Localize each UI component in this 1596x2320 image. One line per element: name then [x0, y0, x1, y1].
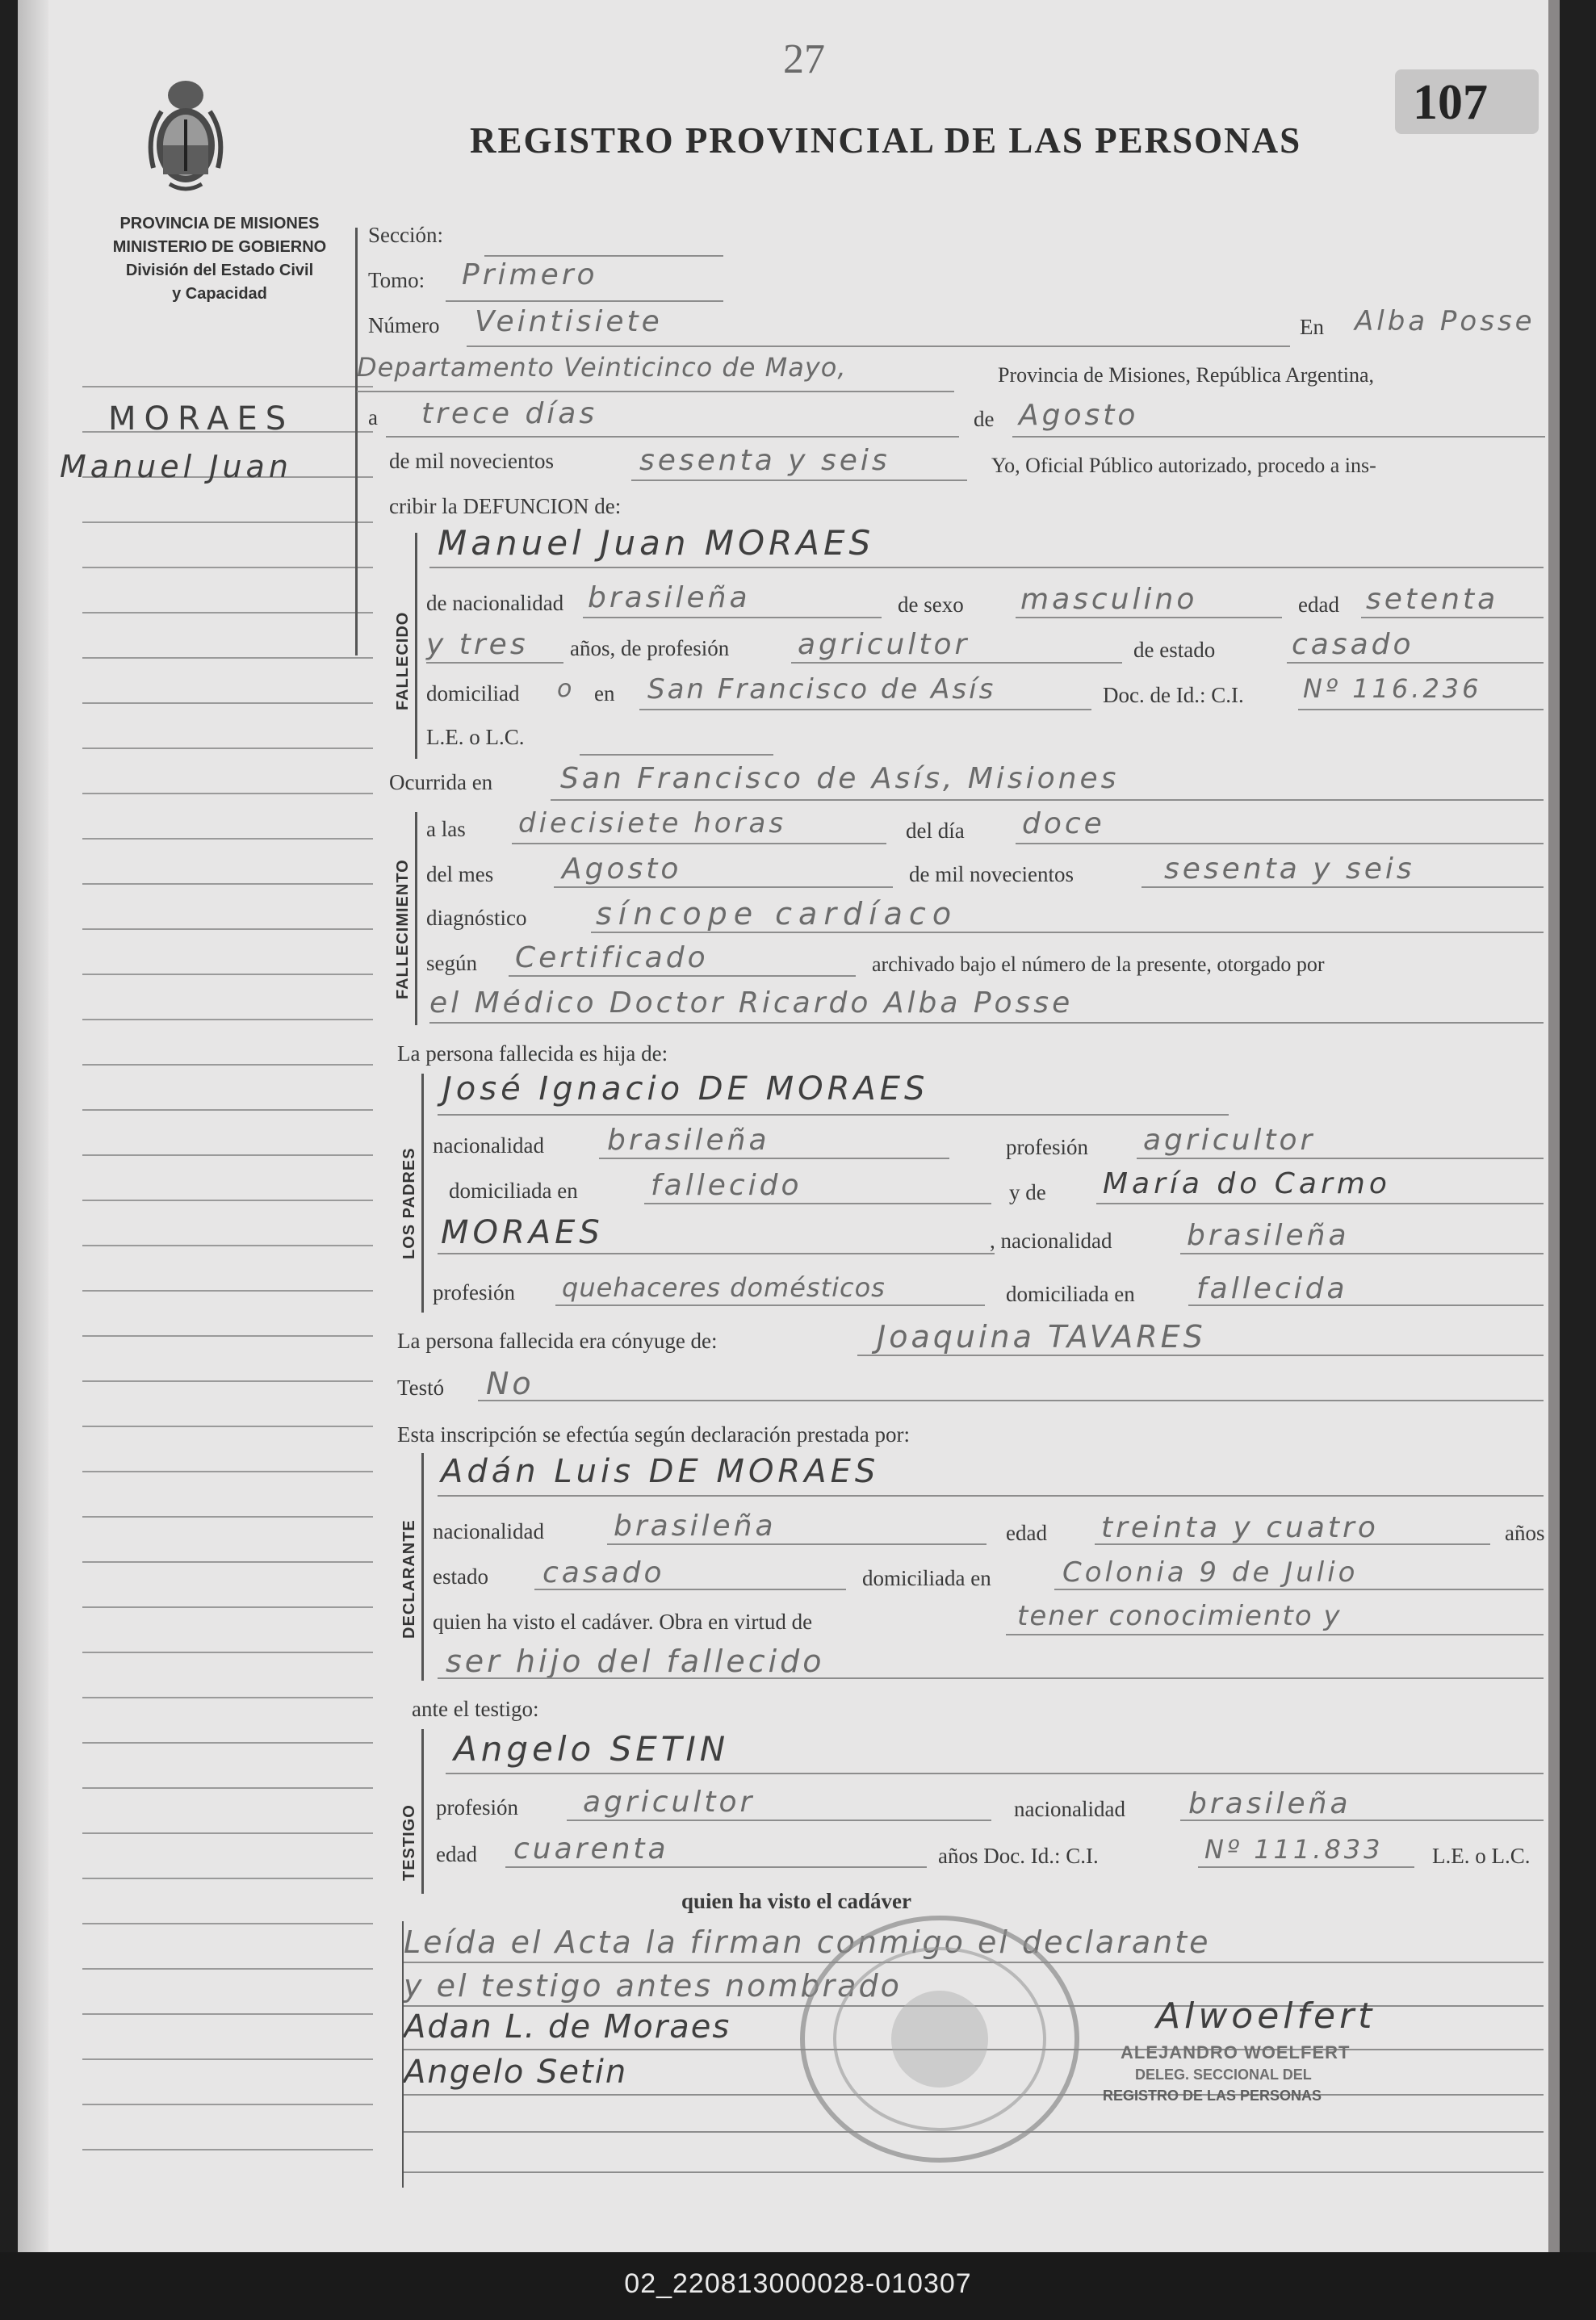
margin-ruled-line: [82, 793, 373, 794]
nacd-label: nacionalidad: [433, 1519, 544, 1543]
madre-prof-value: quehaceres domésticos: [562, 1272, 886, 1303]
edadt-label: edad: [436, 1842, 477, 1866]
register-page: [18, 0, 1560, 2252]
tomo-line: [446, 300, 723, 302]
demil2-label: de mil novecientos: [909, 862, 1074, 886]
decl-estado-line: [534, 1589, 846, 1590]
padre-nombre: José Ignacio DE MORAES: [442, 1070, 929, 1108]
conyuge-label: La persona fallecida era cónyuge de:: [397, 1329, 718, 1353]
leida2-value: y el testigo antes nombrado: [404, 1968, 902, 2004]
quient-label: quien ha visto el cadáver: [681, 1889, 912, 1913]
decl-edad-value: treinta y cuatro: [1101, 1511, 1379, 1544]
test-nac-value: brasileña: [1188, 1787, 1351, 1820]
medico-line: [429, 1022, 1544, 1024]
a-label: a: [368, 405, 378, 429]
margin-ruled-line: [82, 974, 373, 975]
declarante-value: Adán Luis DE MORAES: [441, 1453, 880, 1490]
margin-ruled-line: [82, 1109, 373, 1111]
margin-ruled-line: [82, 1426, 373, 1427]
tomo-label: Tomo:: [368, 268, 425, 292]
stamp-title-2: REGISTRO DE LAS PERSONAS: [1103, 2088, 1322, 2104]
ci-line: [1298, 709, 1544, 710]
testigo-label: TESTIGO: [400, 1804, 418, 1881]
profp-label: profesión: [1006, 1135, 1088, 1159]
decl-nac-line: [607, 1543, 987, 1545]
ocurrida-line: [551, 799, 1544, 801]
official-seal-icon: [794, 1910, 1085, 2168]
domicilio-value: San Francisco de Asís: [647, 673, 996, 706]
padre-nac-value: brasileña: [607, 1124, 770, 1157]
dia-line: [386, 436, 959, 438]
dia-value: trece días: [421, 397, 598, 430]
testo-label: Testó: [397, 1376, 445, 1400]
hora-value: diecisiete horas: [518, 807, 787, 840]
conyuge-value: Joaquina TAVARES: [877, 1319, 1206, 1355]
test-prof-line: [567, 1820, 991, 1821]
margin-ruled-line: [82, 1606, 373, 1608]
margin-ruled-line: [82, 1154, 373, 1156]
diagnostico-line: [591, 932, 1544, 933]
document-title: REGISTRO PROVINCIAL DE LAS PERSONAS: [470, 120, 1302, 161]
margin-ruled-line: [82, 657, 373, 659]
segun-label: según: [426, 951, 477, 975]
mes2-value: Agosto: [562, 852, 682, 886]
edad-line: [1361, 617, 1544, 618]
margin-ruled-line: [82, 1200, 373, 1201]
margin-ruled-line: [82, 2104, 373, 2105]
padre-nac-line: [599, 1158, 949, 1159]
nacp-label: nacionalidad: [433, 1133, 544, 1158]
division-name: División del Estado Civil: [125, 262, 314, 279]
departamento-value: Departamento Veinticinco de Mayo,: [357, 352, 847, 383]
margin-ruled-line: [82, 1697, 373, 1698]
sexo-label: de sexo: [898, 593, 964, 617]
province-name: PROVINCIA DE MISIONES: [119, 215, 320, 232]
edadd-label: edad: [1006, 1521, 1047, 1545]
anio2-value: sesenta y seis: [1164, 852, 1415, 886]
margin-ruled-line: [82, 1290, 373, 1292]
madre-value: María do Carmo: [1103, 1167, 1391, 1200]
segun-value: Certificado: [515, 941, 709, 974]
padre-prof-value: agricultor: [1143, 1124, 1316, 1157]
localidad-value: Alba Posse: [1355, 305, 1535, 337]
declarante-bracket: [421, 1453, 424, 1681]
dia2-line: [1016, 843, 1544, 844]
medico-value: el Médico Doctor Ricardo Alba Posse: [429, 986, 1074, 1020]
le-line: [580, 754, 773, 756]
let-label: L.E. o L.C.: [1432, 1844, 1531, 1868]
padre-line: [438, 1114, 1229, 1116]
madre-prof-line: [555, 1304, 985, 1306]
madre-dom-value: fallecida: [1196, 1272, 1348, 1305]
madre-nac-value: brasileña: [1187, 1219, 1350, 1252]
margin-ruled-line: [82, 883, 373, 885]
madre2-line: [438, 1253, 995, 1254]
cribir-label: cribir la DEFUNCION de:: [389, 494, 622, 518]
sexo-value: masculino: [1020, 583, 1198, 616]
domiciliado-o: o: [557, 675, 576, 703]
stamp-name: ALEJANDRO WOELFERT: [1121, 2042, 1351, 2062]
firma-testigo: Angelo Setin: [404, 2054, 628, 2091]
edad-label: edad: [1298, 593, 1339, 617]
ocurrida-value: San Francisco de Asís, Misiones: [560, 762, 1120, 795]
decl-obra-line: [1006, 1634, 1544, 1635]
nacm-label: , nacionalidad: [990, 1229, 1112, 1253]
aniosd-label: años: [1505, 1521, 1545, 1545]
edad2-value: y tres: [426, 628, 529, 661]
margin-ruled-line: [82, 1832, 373, 1834]
image-caption: 02_220813000028-010307: [624, 2268, 972, 2299]
diagnostico-label: diagnóstico: [426, 906, 527, 930]
page-number: 27: [783, 36, 825, 82]
deldia-label: del día: [906, 819, 965, 843]
testigo-value: Angelo SETIN: [454, 1729, 730, 1769]
numero-value: Veintisiete: [475, 305, 663, 338]
stamp-title-1: DELEG. SECCIONAL DEL: [1135, 2067, 1312, 2083]
firma-declarante: Adan L. de Moraes: [404, 2008, 731, 2046]
segun-line: [509, 975, 856, 977]
tomo-value: Primero: [462, 258, 598, 291]
en-label: En: [1300, 315, 1324, 339]
testo-value: No: [486, 1366, 534, 1401]
anio-value: sesenta y seis: [639, 444, 890, 477]
diagnostico-value: síncope cardíaco: [596, 896, 958, 932]
division-name-2: y Capacidad: [172, 285, 267, 303]
fallecido-bracket: [415, 533, 417, 759]
yo-label: Yo, Oficial Público autorizado, procedo a ins-: [991, 454, 1376, 477]
ci-value: Nº 116.236: [1303, 673, 1482, 704]
alas-label: a las: [426, 817, 466, 841]
decl-obra-value: tener conocimiento y: [1017, 1600, 1342, 1632]
edad-value: setenta: [1366, 583, 1499, 616]
testigo-line: [446, 1773, 1544, 1774]
margin-ruled-line: [82, 1516, 373, 1518]
padres-bracket: [421, 1074, 424, 1313]
quien-label: quien ha visto el cadáver. Obra en virtud de: [433, 1610, 813, 1634]
margin-ruled-line: [82, 521, 373, 523]
margin-ruled-line: [82, 1742, 373, 1744]
margin-ruled-line: [82, 386, 373, 387]
estado-label: de estado: [1133, 638, 1216, 662]
folio-number: 107: [1413, 75, 1488, 130]
declarante-line: [438, 1495, 1544, 1497]
test-ci-line: [1198, 1866, 1414, 1868]
margin-ruled-line: [82, 1064, 373, 1066]
madre2-value: MORAES: [441, 1214, 604, 1251]
margin-ruled-line: [82, 1787, 373, 1789]
ante-label: ante el testigo:: [412, 1697, 539, 1721]
fallecido-nombre: Manuel Juan MORAES: [438, 523, 875, 563]
estadod-label: estado: [433, 1564, 488, 1589]
fallecido-line: [429, 567, 1544, 568]
decl-obra2-value: ser hijo del fallecido: [446, 1644, 825, 1679]
hora-line: [512, 843, 886, 844]
seccion-line: [484, 255, 723, 257]
test-nac-line: [1180, 1820, 1544, 1821]
margin-ruled-line: [82, 1652, 373, 1653]
test-edad-value: cuarenta: [513, 1832, 669, 1866]
test-edad-line: [505, 1866, 927, 1868]
image-caption-bar: [0, 2252, 1596, 2320]
doc-label: Doc. de Id.: C.I.: [1103, 683, 1244, 707]
margin-ruled-line: [82, 702, 373, 704]
main-left-border: [402, 1921, 404, 2188]
margin-ruled-line: [82, 2149, 373, 2150]
sexo-line: [1016, 617, 1282, 618]
departamento-line: [357, 391, 954, 392]
madre-nac-line: [1180, 1253, 1544, 1254]
margin-ruled-line: [82, 2058, 373, 2060]
domicd-label: domiciliada en: [862, 1566, 991, 1590]
padre-dom-value: fallecido: [651, 1169, 802, 1202]
nacionalidad-value: brasileña: [588, 581, 751, 614]
margin-ruled-line: [82, 1923, 373, 1924]
aniost-label: años Doc. Id.: C.I.: [938, 1844, 1099, 1868]
decl-dom-value: Colonia 9 de Julio: [1062, 1556, 1359, 1589]
page-binding: [18, 0, 48, 2252]
nacionalidad-line: [583, 617, 882, 618]
fallecido-label: FALLECIDO: [394, 611, 412, 710]
fallecimiento-label: FALLECIMIENTO: [394, 859, 412, 999]
padre-prof-line: [1137, 1158, 1544, 1159]
margin-ruled-line: [82, 1380, 373, 1382]
margin-ruled-line: [82, 748, 373, 749]
ocurrida-label: Ocurrida en: [389, 770, 493, 794]
ministry-name: MINISTERIO DE GOBIERNO: [112, 238, 327, 256]
numero-label: Número: [368, 313, 440, 337]
de-label: de: [974, 407, 995, 431]
numero-line: [467, 345, 1290, 347]
seccion-label: Sección:: [368, 223, 443, 247]
estado-line: [1287, 662, 1544, 664]
edad2-line: [426, 662, 563, 664]
margin-ruled-line: [82, 928, 373, 930]
coat-of-arms-icon: [145, 71, 226, 200]
declarante-label: DECLARANTE: [400, 1519, 418, 1639]
conyuge-line: [857, 1355, 1544, 1356]
margin-surname: MORAES: [108, 400, 295, 438]
decl-nac-value: brasileña: [614, 1510, 777, 1543]
blank-line-2: [404, 2171, 1544, 2173]
profesion-label: años, de profesión: [570, 636, 730, 660]
padre-dom-line: [644, 1203, 991, 1204]
inscripcion-label: Esta inscripción se efectúa según declaración prestada por:: [397, 1422, 910, 1447]
testigo-bracket: [421, 1729, 424, 1894]
margin-ruled-line: [82, 612, 373, 614]
margin-ruled-line: [82, 1019, 373, 1020]
proft-label: profesión: [436, 1795, 518, 1820]
profm-label: profesión: [433, 1280, 515, 1304]
column-divider: [355, 228, 358, 655]
le-label: L.E. o L.C.: [426, 725, 525, 749]
domicilio-line: [639, 709, 1091, 710]
hija-label: La persona fallecida es hija de:: [397, 1041, 668, 1066]
margin-given-name: Manuel Juan: [60, 449, 292, 484]
demil-label: de mil novecientos: [389, 449, 554, 473]
mes-value: Agosto: [1019, 399, 1139, 432]
margin-ruled-line: [82, 567, 373, 568]
padres-label: LOS PADRES: [400, 1147, 418, 1259]
margin-ruled-line: [82, 1335, 373, 1337]
dia2-value: doce: [1022, 807, 1105, 840]
domiciliado-label: domiciliad: [426, 681, 520, 706]
margin-ruled-line: [82, 838, 373, 840]
province-label: [58, 215, 381, 304]
fallecimiento-bracket: [415, 812, 417, 1025]
anio-line: [631, 479, 967, 481]
margin-ruled-line: [82, 1878, 373, 1879]
nact-label: nacionalidad: [1014, 1797, 1125, 1821]
nacionalidad-label: de nacionalidad: [426, 591, 564, 615]
madre-line: [1096, 1203, 1544, 1204]
margin-ruled-line: [82, 2013, 373, 2015]
delmes-label: del mes: [426, 862, 494, 886]
provincia-label: Provincia de Misiones, República Argentina,: [998, 363, 1374, 387]
profesion-value: agricultor: [798, 628, 970, 661]
mes2-line: [554, 886, 893, 888]
decl-edad-line: [1095, 1543, 1490, 1545]
decl-dom-line: [1054, 1589, 1544, 1590]
margin-ruled-line: [82, 1245, 373, 1246]
decl-obra2-line: [438, 1677, 1544, 1679]
decl-estado-value: casado: [542, 1556, 665, 1589]
margin-ruled-line: [82, 1968, 373, 1970]
en2-label: en: [594, 681, 615, 706]
madre-dom-line: [1188, 1304, 1544, 1306]
margin-ruled-line: [82, 1561, 373, 1563]
testo-line: [478, 1400, 1544, 1401]
yde-label: y de: [1009, 1180, 1046, 1204]
anio2-line: [1141, 886, 1544, 888]
estado-value: casado: [1292, 628, 1414, 661]
archivado-label: archivado bajo el número de la presente, otorgado por: [872, 953, 1325, 976]
domicp-label: domiciliada en: [449, 1179, 578, 1203]
domicm-label: domiciliada en: [1006, 1282, 1135, 1306]
firma-oficial: Alwoelfert: [1156, 1995, 1376, 2037]
leida1-value: Leída el Acta la firman conmigo el declarante: [404, 1924, 1211, 1960]
test-prof-value: agricultor: [583, 1786, 756, 1819]
margin-ruled-line: [82, 1471, 373, 1472]
mes-line: [1012, 436, 1545, 438]
test-ci-value: Nº 111.833: [1204, 1834, 1384, 1865]
profesion-line: [791, 662, 1122, 664]
